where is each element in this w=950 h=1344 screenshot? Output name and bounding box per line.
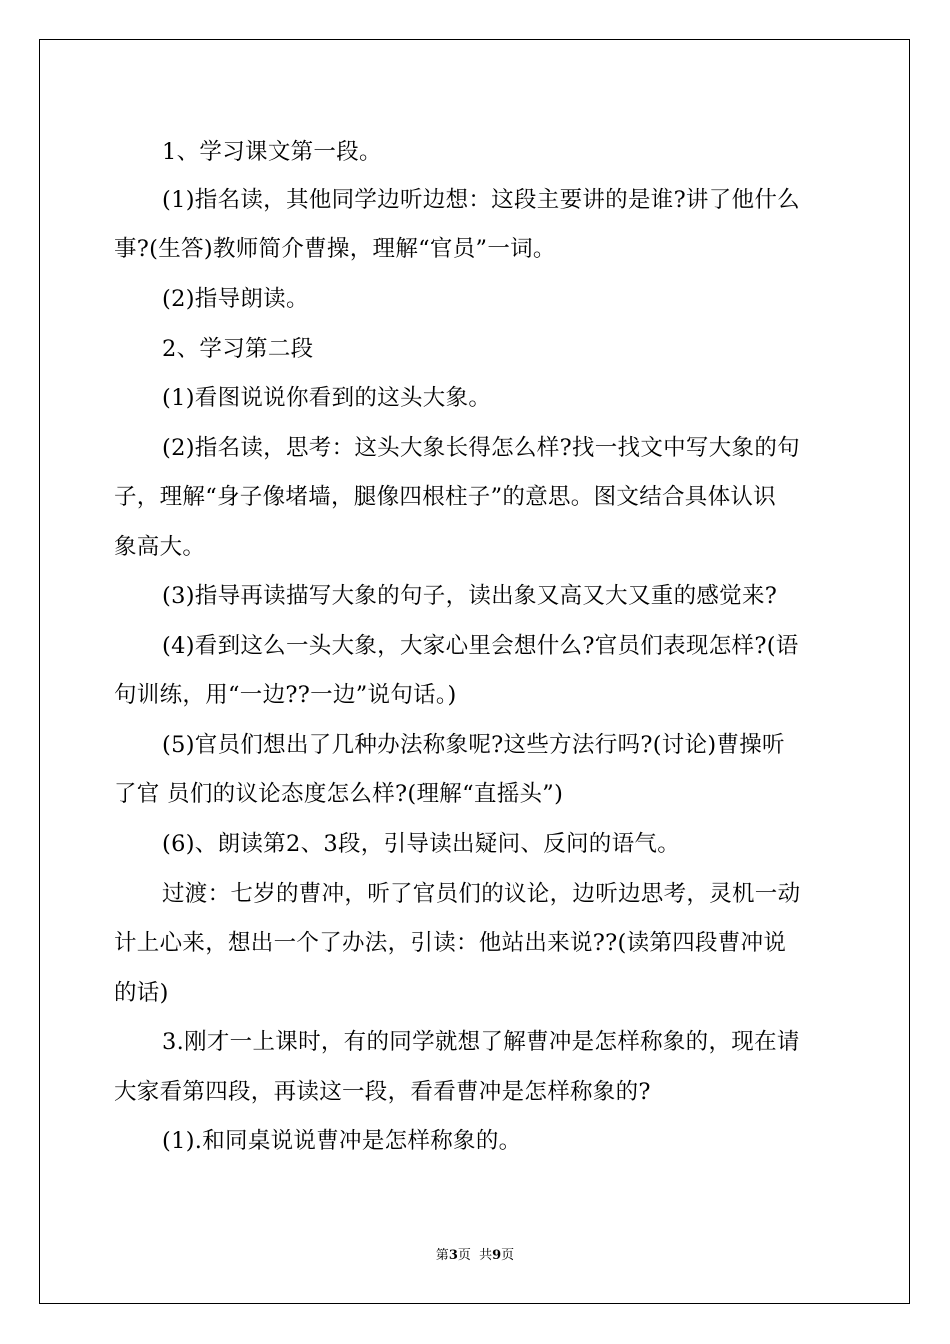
paragraph-line: (4)看到这么一头大象，大家心里会想什么?官员们表现怎样?(语 <box>162 633 799 659</box>
footer-suffix: 页 <box>501 1248 515 1263</box>
footer-current-page: 3 <box>448 1248 458 1263</box>
footer-prefix: 第 <box>435 1248 449 1263</box>
paragraph-line: 3.刚才一上课时，有的同学就想了解曹冲是怎样称象的，现在请 <box>162 1029 800 1055</box>
page-footer <box>0 1248 950 1264</box>
paragraph-line: 事?(生答)教师简介曹操，理解“官员”一词。 <box>114 236 556 262</box>
footer-mid: 页 共 <box>457 1248 493 1263</box>
paragraph-line: 大家看第四段，再读这一段，看看曹冲是怎样称象的? <box>114 1079 651 1105</box>
paragraph-line: (6)、朗读第2、3段，引导读出疑问、反问的语气。 <box>162 831 681 857</box>
paragraph-line: (1)指名读，其他同学边听边想：这段主要讲的是谁?讲了他什么 <box>162 187 800 213</box>
paragraph-line: (2)指导朗读。 <box>162 286 309 312</box>
paragraph-line: (1).和同桌说说曹冲是怎样称象的。 <box>162 1128 522 1154</box>
paragraph-line: (3)指导再读描写大象的句子，读出象又高又大又重的感觉来? <box>162 583 778 609</box>
paragraph-line: (1)看图说说你看到的这头大象。 <box>162 385 492 411</box>
page-border <box>39 39 910 1304</box>
paragraph-line: 1、学习课文第一段。 <box>162 139 382 165</box>
paragraph-line: 计上心来，想出一个了办法，引读：他站出来说??(读第四段曹冲说 <box>114 930 787 956</box>
paragraph-line: 2、学习第二段 <box>162 336 314 362</box>
paragraph-line: 子，理解“身子像堵墙，腿像四根柱子”的意思。图文结合具体认识 <box>114 484 777 510</box>
paragraph-line: (5)官员们想出了几种办法称象呢?这些方法行吗?(讨论)曹操听 <box>162 732 785 758</box>
paragraph-line: 过渡：七岁的曹冲，听了官员们的议论，边听边思考，灵机一动 <box>162 881 801 907</box>
paragraph-line: 了官 员们的议论态度怎么样?(理解“直摇头”) <box>114 781 564 807</box>
paragraph-line: 句训练，用“一边??一边”说句话。) <box>114 682 457 708</box>
paragraph-line: (2)指名读，思考：这头大象长得怎么样?找一找文中写大象的句 <box>162 435 800 461</box>
paragraph-line: 的话) <box>114 980 169 1006</box>
footer-total-pages: 9 <box>492 1248 502 1263</box>
paragraph-line: 象高大。 <box>114 534 206 560</box>
